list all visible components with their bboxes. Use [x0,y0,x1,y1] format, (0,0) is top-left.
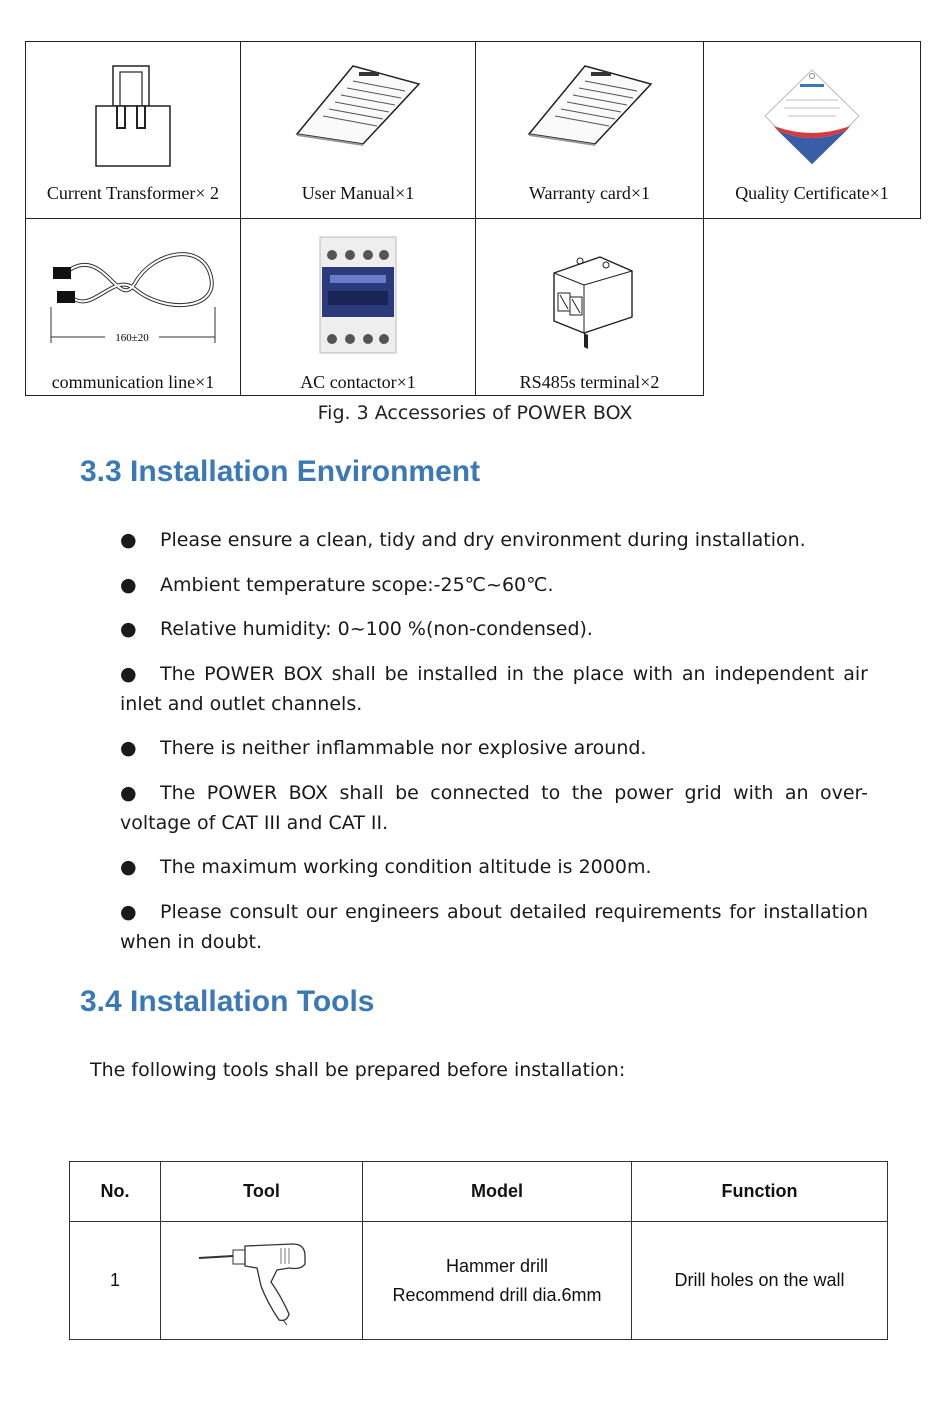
current-transformer-icon [93,64,173,169]
column-header: Model [363,1162,632,1222]
quality-certificate-icon [762,68,862,168]
accessory-label: communication line×1 [51,372,215,392]
table-header-row [70,1162,888,1222]
list-item: ● Please consult our engineers about detailed requirements for installation when in doubt. [120,900,868,953]
column-header: Tool [161,1162,363,1222]
terminal-icon [540,245,640,349]
accessory-cell [26,42,241,219]
column-header: No. [70,1162,161,1222]
cable-dimension: 160±20 [115,332,149,344]
tool-number: 1 [70,1222,161,1340]
contactor-icon [318,235,398,355]
list-item: ● Please ensure a clean, tidy and dry environment during installation. [120,529,806,551]
section-heading-environment: 3.3 Installation Environment [80,455,481,488]
accessory-label: RS485s terminal×2 [519,372,660,392]
accessory-label: Warranty card×1 [528,183,651,203]
section-heading-tools: 3.4 Installation Tools [80,985,375,1018]
accessories-table [25,41,921,396]
list-item: ● The POWER BOX shall be connected to the power grid with an over-voltage of CAT III and CAT II. [120,781,868,834]
empty-cell [704,219,921,396]
tool-image-cell [161,1222,363,1340]
cable-icon [43,247,223,347]
accessory-cell [241,42,476,219]
accessory-label: Current Transformer× 2 [46,183,220,203]
list-item: ● Ambient temperature scope:-25℃~60℃. [120,573,554,596]
accessory-cell [476,219,704,396]
environment-list [120,525,868,971]
accessory-cell [704,42,921,219]
tools-table [69,1161,888,1340]
accessory-label: AC contactor×1 [300,372,416,392]
tool-model: Hammer drill Recommend drill dia.6mm [363,1222,632,1340]
list-item: ● Relative humidity: 0~100 %(non-condensed). [120,618,593,640]
tool-function: Drill holes on the wall [632,1222,888,1340]
table-row [70,1222,888,1340]
accessory-label: Quality Certificate×1 [735,183,889,203]
accessory-cell [241,219,476,396]
accessory-label: User Manual×1 [301,183,415,203]
accessory-cell [476,42,704,219]
manual-icon [293,64,423,146]
figure-caption: Fig. 3 Accessories of POWER BOX [317,402,633,424]
hammer-drill-icon [197,1236,327,1326]
list-item: ● There is neither inflammable nor explosive around. [120,737,647,759]
list-item: ● The maximum working condition altitude is 2000m. [120,856,652,878]
accessory-cell [26,219,241,396]
tools-intro: The following tools shall be prepared before installation: [90,1059,626,1081]
warranty-card-icon [525,64,655,146]
column-header: Function [632,1162,888,1222]
list-item: ● The POWER BOX shall be installed in the place with an independent air inlet and outlet channels. [120,662,868,715]
